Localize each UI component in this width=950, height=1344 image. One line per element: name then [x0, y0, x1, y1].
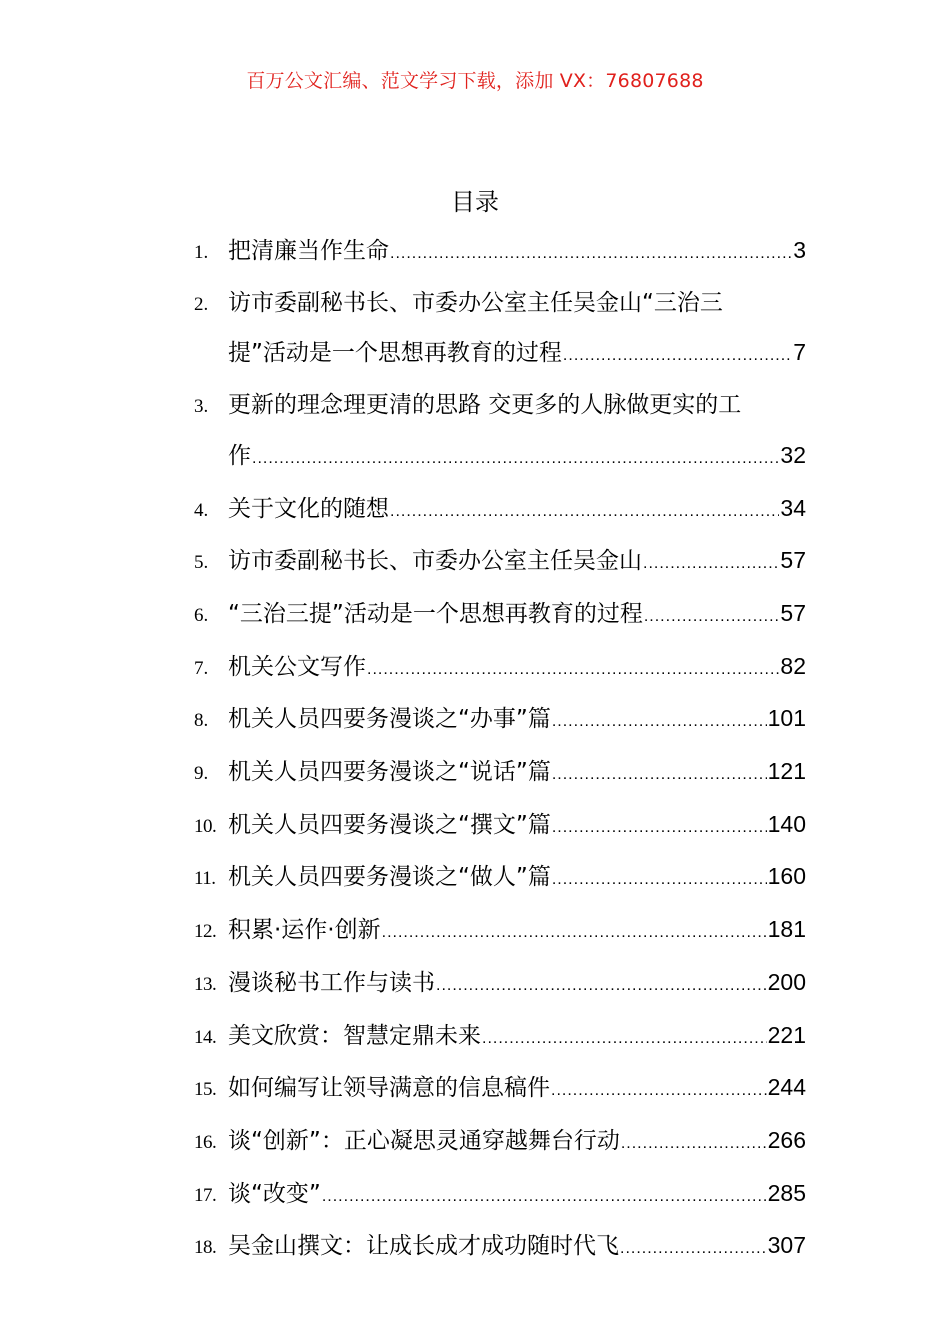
- toc-entry-line: [228, 279, 806, 329]
- toc-dot-leader: [551, 1066, 767, 1116]
- toc-entry-title: “三治三提”活动是一个思想再教育的过程: [228, 600, 643, 627]
- toc-page-number: 3: [793, 237, 806, 263]
- toc-dot-leader: [252, 434, 779, 484]
- toc-entry[interactable]: [194, 1116, 806, 1169]
- toc-dot-leader: [322, 1172, 767, 1222]
- toc-entry-line: [228, 328, 806, 381]
- toc-entry-line: [228, 800, 806, 853]
- toc-entry-number: 1.: [194, 242, 209, 263]
- toc-dot-leader: [552, 855, 767, 905]
- toc-entry-title: 访市委副秘书长、市委办公室主任吴金山“三治三: [228, 289, 723, 316]
- toc-entry-line: [228, 484, 806, 537]
- toc-entry-body: [228, 381, 806, 483]
- toc-entry-title: 关于文化的随想: [228, 495, 389, 522]
- toc-entry-line: [228, 747, 806, 800]
- toc-entry-number: 8.: [194, 710, 209, 732]
- table-of-contents: [194, 226, 806, 1274]
- toc-dot-leader: [390, 487, 779, 537]
- toc-entry-title: 漫谈秘书工作与读书: [228, 969, 435, 996]
- toc-entry-body: [228, 747, 806, 800]
- toc-entry-line: [228, 1169, 806, 1222]
- toc-entry-line: [228, 905, 806, 958]
- toc-dot-leader: [552, 803, 767, 853]
- toc-entry-body: [228, 905, 806, 958]
- toc-page-number: 221: [767, 1021, 806, 1048]
- toc-entry-title: 机关人员四要务漫谈之“做人”篇: [228, 864, 551, 891]
- toc-entry-number: 3.: [194, 396, 209, 418]
- toc-entry-line: [228, 1011, 806, 1064]
- toc-entry-title: 更新的理念理更清的思路 交更多的人脉做更实的工: [228, 392, 742, 419]
- toc-entry-body: [228, 800, 806, 853]
- toc-entry[interactable]: [194, 381, 806, 483]
- toc-entry[interactable]: [194, 747, 806, 800]
- toc-page-number: 82: [780, 652, 806, 679]
- toc-page-number: 57: [780, 599, 806, 626]
- toc-entry-line: [228, 642, 806, 695]
- toc-entry[interactable]: [194, 958, 806, 1011]
- toc-entry-body: [228, 852, 806, 905]
- toc-entry-line: [228, 536, 806, 589]
- toc-page-number: 266: [767, 1126, 806, 1153]
- toc-page-number: 34: [780, 494, 806, 521]
- toc-entry-title: 把清廉当作生命: [228, 238, 389, 264]
- toc-entry-line: [228, 694, 806, 747]
- toc-entry-line: [228, 1063, 806, 1116]
- toc-dot-leader: [482, 1014, 767, 1064]
- toc-dot-leader: [552, 697, 767, 747]
- toc-page-number: 140: [767, 810, 806, 837]
- toc-entry[interactable]: [194, 279, 806, 381]
- toc-entry[interactable]: [194, 484, 806, 537]
- toc-entry-body: [228, 1011, 806, 1064]
- toc-entry-number: 13.: [194, 973, 217, 995]
- toc-entry-line: [228, 1116, 806, 1169]
- toc-entry-number: 18.: [194, 1237, 217, 1259]
- toc-entry-line: [228, 381, 806, 431]
- toc-dot-leader: [367, 645, 779, 695]
- toc-entry-body: [228, 1063, 806, 1116]
- toc-entry-body: [228, 279, 806, 381]
- toc-entry-body: [228, 1169, 806, 1222]
- toc-entry[interactable]: [194, 536, 806, 589]
- toc-entry[interactable]: [194, 1221, 806, 1274]
- toc-entry-title: 谈“创新”：正心凝思灵通穿越舞台行动: [228, 1127, 620, 1154]
- toc-entry-number: 10.: [194, 815, 217, 837]
- toc-entry-title: 机关人员四要务漫谈之“撰文”篇: [228, 811, 551, 838]
- toc-entry-body: [228, 484, 806, 537]
- toc-entry-title: 访市委副秘书长、市委办公室主任吴金山: [228, 548, 642, 575]
- toc-page-number: 57: [780, 547, 806, 574]
- toc-entry-line: [228, 852, 806, 905]
- toc-entry-line: [228, 589, 806, 642]
- toc-entry-title: 机关人员四要务漫谈之“办事”篇: [228, 706, 551, 733]
- toc-entry-title: 积累·运作·创新: [228, 917, 381, 944]
- toc-dot-leader: [563, 331, 792, 381]
- toc-entry-number: 9.: [194, 763, 209, 785]
- toc-entry-line: [228, 431, 806, 484]
- toc-entry[interactable]: [194, 1169, 806, 1222]
- toc-page-number: 181: [767, 916, 806, 943]
- toc-entry[interactable]: [194, 852, 806, 905]
- toc-page-number: 7: [793, 339, 806, 366]
- toc-entry[interactable]: [194, 694, 806, 747]
- toc-entry-body: [228, 694, 806, 747]
- toc-entry[interactable]: [194, 1011, 806, 1064]
- toc-entry-line: [228, 226, 806, 279]
- toc-page-number: 244: [767, 1074, 806, 1101]
- toc-page-number: 121: [767, 758, 806, 785]
- toc-dot-leader: [552, 750, 767, 800]
- toc-entry-line: [228, 1221, 806, 1274]
- toc-entry-number: 5.: [194, 552, 209, 574]
- toc-entry-number: 6.: [194, 604, 209, 626]
- toc-page-number: 307: [767, 1232, 806, 1259]
- toc-dot-leader: [643, 539, 779, 589]
- toc-entry[interactable]: [194, 226, 806, 279]
- toc-entry-title: 机关公文写作: [228, 653, 366, 680]
- toc-dot-leader: [644, 592, 780, 642]
- toc-entry-body: [228, 589, 806, 642]
- header-note: 百万公文汇编、范文学习下载，添加 VX：76807688: [246, 70, 704, 92]
- toc-entry-number: 15.: [194, 1079, 217, 1101]
- toc-entry-number: 11.: [194, 868, 216, 890]
- toc-entry-title: 谈“改变”: [228, 1180, 321, 1207]
- toc-dot-leader: [382, 908, 767, 958]
- toc-page-number: 101: [767, 705, 806, 732]
- toc-entry-body: [228, 226, 806, 279]
- toc-entry-number: 7.: [194, 657, 209, 679]
- toc-entry[interactable]: [194, 905, 806, 958]
- toc-entry-title: 提”活动是一个思想再教育的过程: [228, 340, 562, 367]
- toc-entry-number: 2.: [194, 293, 209, 315]
- toc-entry[interactable]: [194, 1063, 806, 1116]
- toc-dot-leader: [620, 1224, 767, 1274]
- toc-entry[interactable]: [194, 589, 806, 642]
- toc-dot-leader: [436, 961, 767, 1011]
- toc-entry[interactable]: [194, 642, 806, 695]
- toc-entry-number: 4.: [194, 499, 209, 521]
- toc-entry-title: 美文欣赏：智慧定鼎未来: [228, 1022, 481, 1049]
- toc-page-number: 160: [767, 863, 806, 890]
- toc-entry-number: 14.: [194, 1026, 217, 1048]
- toc-entry-title: 作: [228, 442, 251, 469]
- toc-entry-number: 17.: [194, 1184, 217, 1206]
- toc-entry-number: 16.: [194, 1131, 217, 1153]
- toc-entry-body: [228, 958, 806, 1011]
- toc-page-number: 32: [780, 441, 806, 468]
- toc-entry-number: 12.: [194, 921, 217, 943]
- toc-entry-title: 机关人员四要务漫谈之“说话”篇: [228, 759, 551, 786]
- toc-page-number: 285: [767, 1179, 806, 1206]
- toc-entry-body: [228, 642, 806, 695]
- toc-entry-body: [228, 1116, 806, 1169]
- toc-title: 目录: [451, 188, 499, 216]
- toc-entry[interactable]: [194, 800, 806, 853]
- toc-dot-leader: [621, 1119, 767, 1169]
- toc-dot-leader: [390, 229, 792, 279]
- toc-entry-line: [228, 958, 806, 1011]
- toc-page-number: 200: [767, 968, 806, 995]
- toc-entry-body: [228, 1221, 806, 1274]
- toc-entry-body: [228, 536, 806, 589]
- toc-entry-title: 吴金山撰文：让成长成才成功随时代飞: [228, 1233, 619, 1260]
- toc-entry-title: 如何编写让领导满意的信息稿件: [228, 1075, 550, 1102]
